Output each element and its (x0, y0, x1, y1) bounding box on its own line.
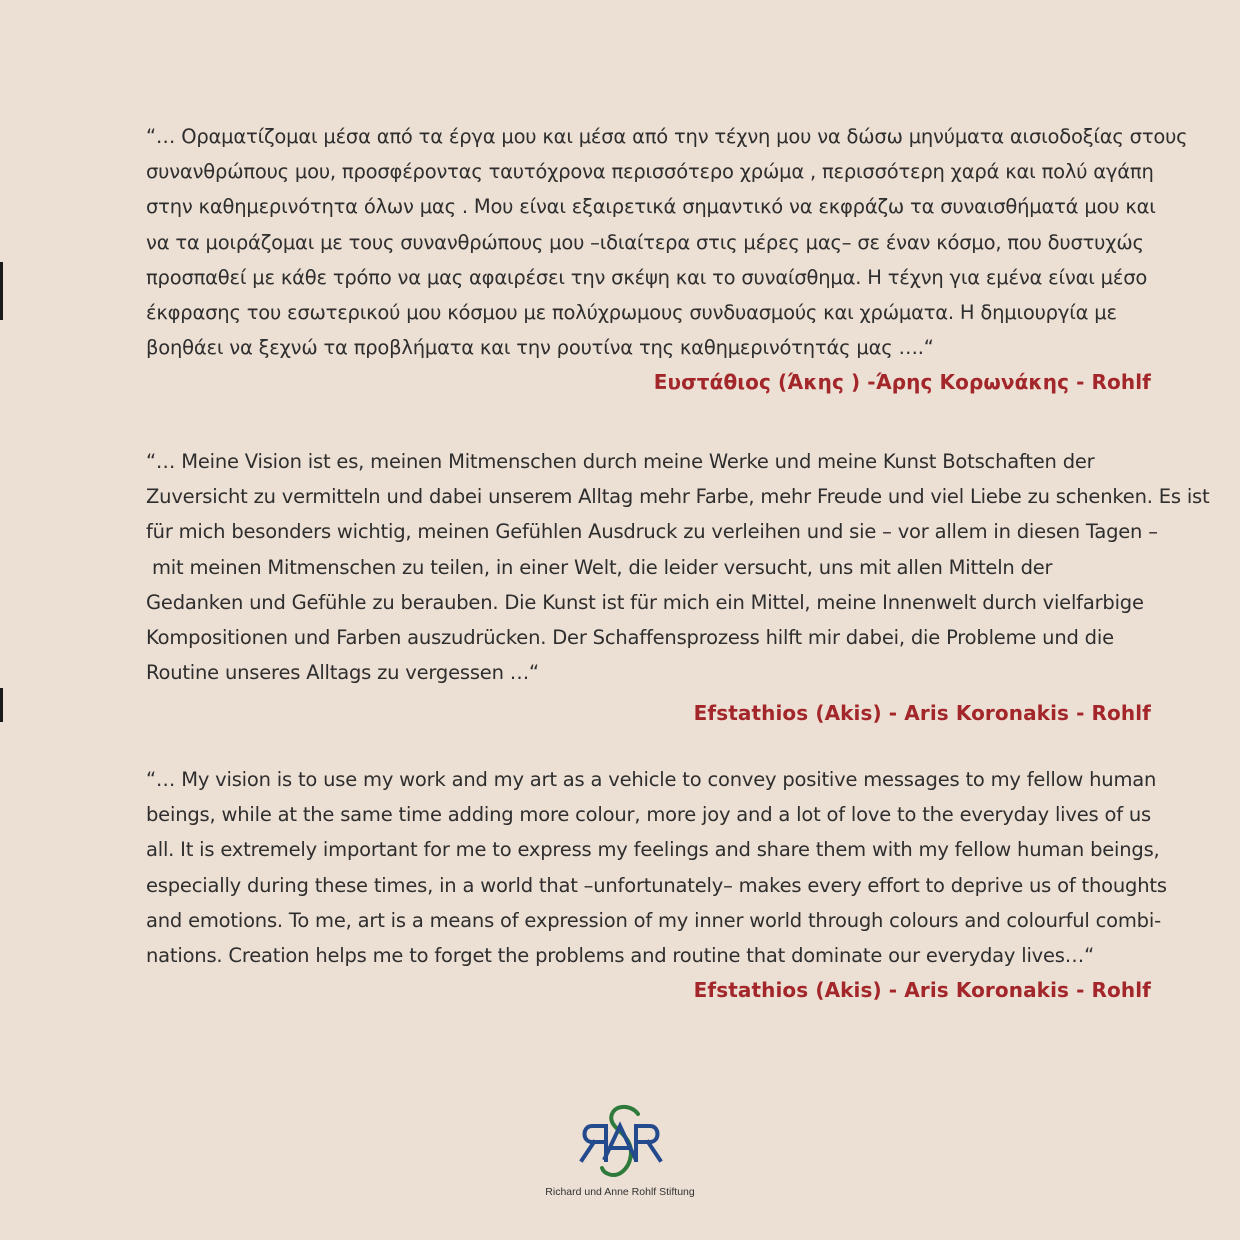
quote-line: “… My vision is to use my work and my art as a vehicle to convey positive messages to my fellow human (146, 768, 1157, 791)
quote-line: für mich besonders wichtig, meinen Gefühlen Ausdruck zu verleihen und sie – vor allem in diesen Tagen – (146, 520, 1158, 544)
quote-line: Zuversicht zu vermitteln und dabei unserem Alltag mehr Farbe, mehr Freude und viel Liebe zu schenken. Es ist (146, 485, 1210, 509)
quote-line: beings, while at the same time adding more colour, more joy and a lot of love to the everyday lives of us (146, 803, 1151, 827)
quote-line: Gedanken und Gefühle zu berauben. Die Kunst ist für mich ein Mittel, meine Innenwelt durch vielfarbige (146, 590, 1144, 614)
quote-line: mit meinen Mitmenschen zu teilen, in einer Welt, die leider versucht, uns mit allen Mitteln der (146, 555, 1053, 579)
quote-german (146, 444, 1210, 728)
quote-english (146, 762, 1167, 1005)
quote-line: nations. Creation helps me to forget the problems and routine that dominate our everyday lives…“ (146, 944, 1094, 968)
quote-line: all. It is extremely important for me to express my feelings and share them with my fellow human beings, (146, 838, 1160, 862)
quote-line: Routine unseres Alltags zu vergessen …“ (146, 661, 539, 685)
quote-line: να τα μοιράζομαι με τους συνανθρώπους μου –ιδιαίτερα στις μέρες μας– σε έναν κόσμο, που δυστυχώς (146, 230, 1144, 254)
quote-line: έκφρασης του εσωτερικού μου κόσμου με πολύχρωμους συνδυασμούς και χρώματα. Η δημιουργία με (146, 301, 1117, 325)
logo-r (636, 1126, 660, 1160)
foundation-logo (520, 1100, 720, 1210)
quote-line: βοηθάει να ξεχνώ τα προβλήματα και την ρουτίνα της καθημερινότητάς μας ….“ (146, 336, 934, 360)
logo-mirrored-r (582, 1126, 606, 1160)
quote-attribution: Efstathios (Akis) - Aris Koronakis - Rohlf (693, 978, 1151, 1003)
quote-line: “… Οραματίζομαι μέσα από τα έργα μου και μέσα από την τέχνη μου να δώσω μηνύματα αισιοδοξίας στους (146, 125, 1188, 148)
quote-line: συνανθρώπους μου, προσφέροντας ταυτόχρονα περισσότερο χρώμα , περισσότερη χαρά και πολύ αγάπη (146, 160, 1154, 184)
quote-line: and emotions. To me, art is a means of expression of my inner world through colours and colourful combi- (146, 908, 1161, 932)
quote-line: προσπαθεί με κάθε τρόπο να μας αφαιρέσει την σκέψη και το συναίσθημα. Η τέχνη για εμένα είναι μέσο (146, 265, 1148, 289)
quote-line: “… Meine Vision ist es, meinen Mitmenschen durch meine Werke und meine Kunst Botschaften der (146, 450, 1095, 473)
edge-mark-bottom (0, 688, 3, 722)
quote-attribution: Efstathios (Akis) - Aris Koronakis - Rohlf (693, 701, 1151, 726)
quote-attribution: Ευστάθιος (Άκης ) -Άρης Κορωνάκης - Rohlf (653, 370, 1151, 395)
foundation-name: Richard und Anne Rohlf Stiftung (545, 1186, 695, 1198)
quote-greek (146, 119, 1188, 397)
rars-logo-mark-icon (570, 1100, 670, 1186)
quote-line: especially during these times, in a world that –unfortunately– makes every effort to deprive us of thoughts (146, 873, 1167, 897)
quote-line: στην καθημερινότητα όλων μας . Μου είναι εξαιρετικά σημαντικό να εκφράζω τα συναισθήματά μου και (146, 195, 1156, 219)
edge-mark-top (0, 262, 3, 320)
quote-line: Kompositionen und Farben auszudrücken. Der Schaffensprozess hilft mir dabei, die Probleme und die (146, 626, 1114, 650)
